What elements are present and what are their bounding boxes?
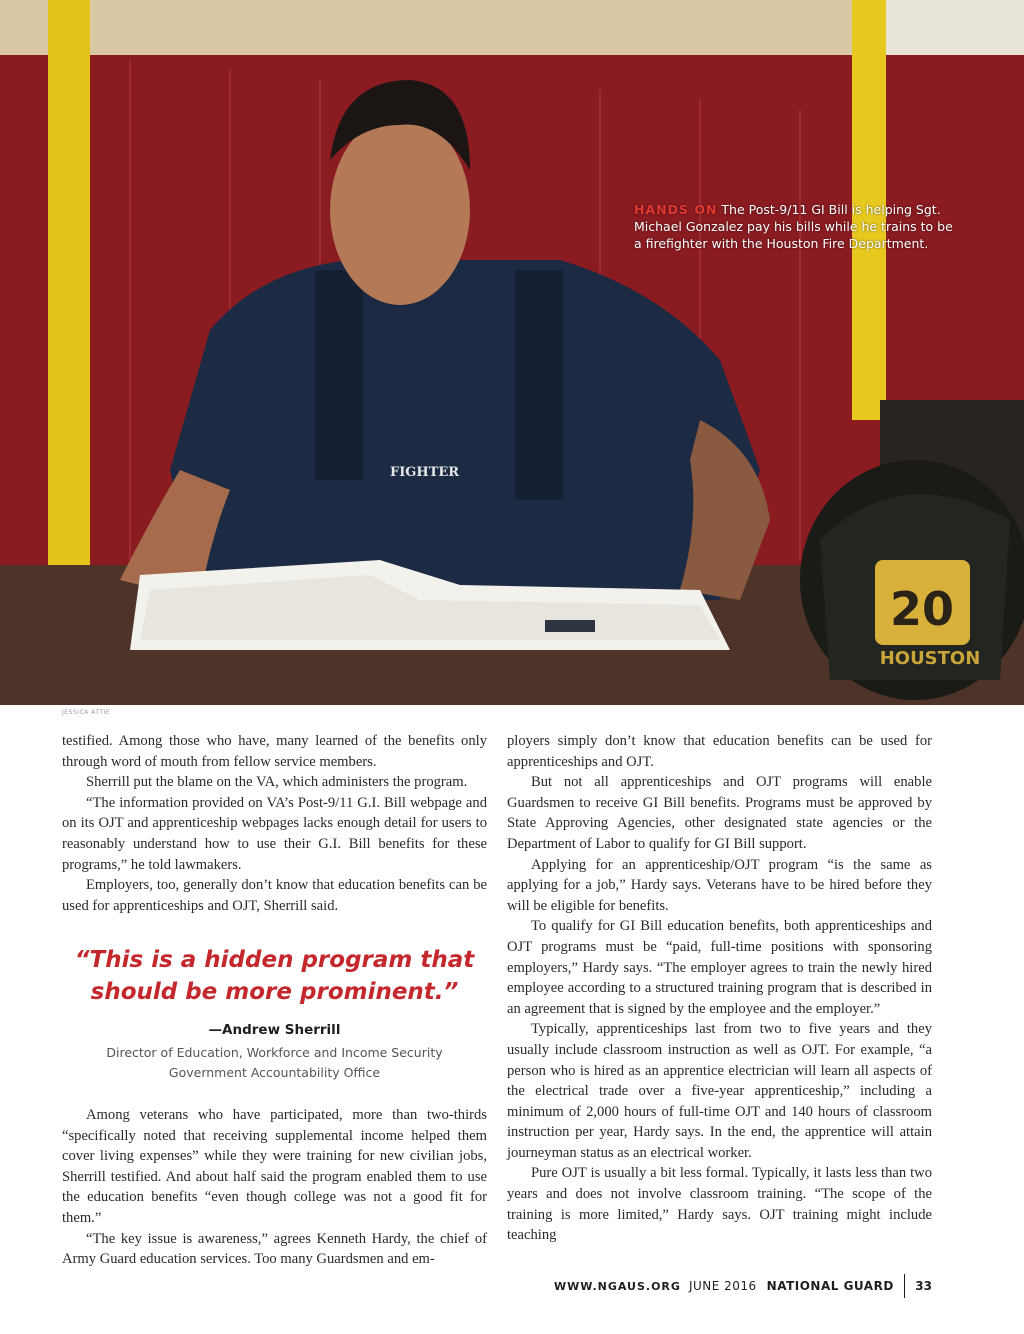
right-column [507,731,932,1246]
paragraph: Among veterans who have participated, more than two-thirds “specifically noted that receiving supplemental income helped them cover living expenses” while they were training for new civilian jobs, Sherrill testified. And about half said the program enabled them to use the education benefits “even though college was not a good fit for them.” [62,1106,487,1226]
pull-quote: “This is a hidden program that should be more prominent.” [74,947,475,1006]
caption-kicker: HANDS ON [634,202,718,217]
paragraph: “The key issue is awareness,” agrees Kenneth Hardy, the chief of Army Guard education services. Too many Guardsmen and em- [62,1230,487,1268]
paragraph: Employers, too, generally don’t know that education benefits can be used for apprenticeships and OJT, Sherrill said. [62,877,487,914]
page-footer [554,1274,932,1298]
paragraph: “The information provided on VA’s Post-9/11 G.I. Bill webpage and on its OJT and apprenticeship webpages lacks enough detail for users to reasonably understand how to use their G.I. Bill benefits for these programs,” he told lawmakers. [62,794,487,873]
pull-quote-block [62,944,487,1083]
paragraph: Pure OJT is usually a bit less formal. Typically, it lasts less than two years and does not involve classroom training. “The scope of the training is more limited,” Hardy says. OJT training might include teaching [507,1165,932,1244]
paragraph: Sherrill put the blame on the VA, which administers the program. [86,774,468,791]
pull-quote-title-2: Government Accountability Office [168,1064,381,1080]
caption-text: The Post-9/11 GI Bill is helping Sgt. Michael Gonzalez pay his bills while he trains to be a firefighter with the Houston Fire Department. [634,202,953,251]
paragraph: To qualify for GI Bill education benefits, both apprenticeships and OJT programs must be “paid, full-time positions with sponsoring employers,” Hardy says. “The employer agrees to train the newly hired employee according to a structured training program that is described in an agreement that is signed by the employee and the employer.” [507,918,932,1017]
paragraph: Applying for an apprenticeship/OJT program “is the same as applying for a job,” Hardy says. Veterans have to be hired before they will be eligible for benefits. [507,856,932,914]
footer-url[interactable]: WWW.NGAUS.ORG [553,1279,681,1293]
footer-magazine: NATIONAL GUARD [766,1279,894,1293]
paragraph: testified. Among those who have, many learned of the benefits only through word of mouth from fellow service members. [62,733,487,770]
pull-quote-title-1: Director of Education, Workforce and Income Security [106,1044,443,1060]
footer-date: JUNE 2016 [688,1279,757,1293]
page-number: 33 [915,1279,932,1293]
left-column [62,731,487,1270]
footer-divider [904,1274,906,1298]
shirt-text: FIGHTER [390,465,460,480]
paragraph: ployers simply don’t know that education benefits can be used for apprenticeships and OJT. [507,733,932,770]
photo-credit: JESSICA ATTIE [62,709,111,716]
paragraph: Typically, apprenticeships last from two to five years and they usually include classroom instruction as well as OJT. For example, “a person who is hired as an apprentice electrician will learn all aspects of the electrical trade over a five-year apprenticeship,” including a minimum of 2,000 hours of full-time OJT and 140 hours of classroom instruction per year, Hardy says. In the end, the apprentice will attain journeyman status as an electrical worker. [507,1021,932,1161]
photo-caption [634,201,964,252]
paragraph: But not all apprenticeships and OJT programs will enable Guardsmen to receive GI Bill benefits. Programs must be approved by State Approving Agencies, other designated state agencies or the Department of Labor to qualify for GI Bill support. [507,774,932,852]
pull-quote-attribution: —Andrew Sherrill [208,1022,341,1039]
helmet-number: 20 [889,582,955,636]
helmet-label: HOUSTON [879,648,981,669]
